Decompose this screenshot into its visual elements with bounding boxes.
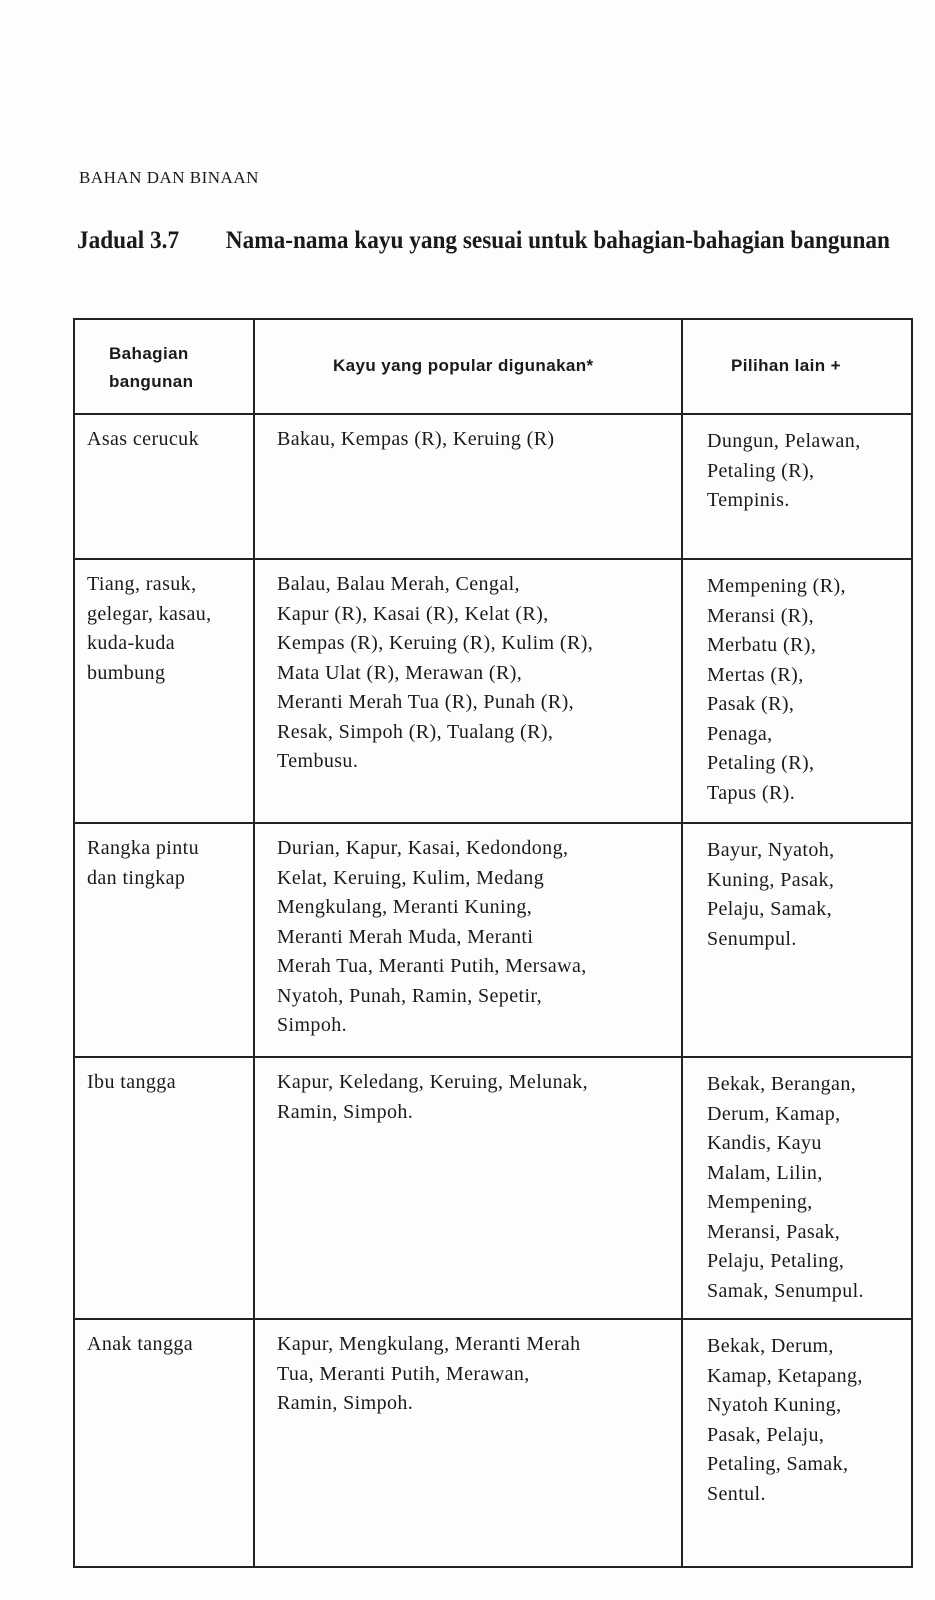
header-part: Bahagian bangunan bbox=[75, 320, 255, 413]
table-row bbox=[75, 415, 911, 560]
table-row bbox=[75, 1058, 911, 1320]
table-row bbox=[75, 1320, 911, 1566]
running-header: BAHAN DAN BINAAN bbox=[79, 168, 259, 187]
row-alternatives: Dungun, Pelawan, Petaling (R), Tempinis. bbox=[707, 430, 861, 511]
row-popular: Durian, Kapur, Kasai, Kedondong, Kelat, Keruing, Kulim, Medang Mengkulang, Meranti Kuning, Meranti Merah Muda, Meranti Merah Tua, Meranti Putih, Mersawa, Nyatoh, Punah, Ramin, Sepetir, Simpoh. bbox=[255, 824, 683, 1056]
table-number: Jadual 3.7 bbox=[77, 227, 180, 254]
table-row bbox=[75, 560, 911, 824]
row-popular: Kapur, Mengkulang, Meranti Merah Tua, Meranti Putih, Merawan, Ramin, Simpoh. bbox=[255, 1320, 683, 1566]
table-header-row bbox=[75, 320, 911, 415]
row-part: Tiang, rasuk, gelegar, kasau, kuda-kuda bumbung bbox=[75, 560, 255, 822]
header-popular: Kayu yang popular digunakan* bbox=[255, 320, 683, 413]
row-alternatives: Bayur, Nyatoh, Kuning, Pasak, Pelaju, Samak, Senumpul. bbox=[707, 839, 835, 950]
row-part: Ibu tangga bbox=[75, 1058, 255, 1318]
row-popular: Kapur, Keledang, Keruing, Melunak, Ramin, Simpoh. bbox=[255, 1058, 683, 1318]
row-alternatives: Mempening (R), Meransi (R), Merbatu (R), Mertas (R), Pasak (R), Penaga, Petaling (R), Tapus (R). bbox=[707, 575, 846, 804]
table-row bbox=[75, 824, 911, 1058]
header-alternatives: Pilihan lain + bbox=[731, 356, 841, 375]
row-part: Anak tangga bbox=[75, 1320, 255, 1566]
row-popular: Bakau, Kempas (R), Keruing (R) bbox=[255, 415, 683, 558]
row-part: Asas cerucuk bbox=[75, 415, 255, 558]
row-alternatives: Bekak, Berangan, Derum, Kamap, Kandis, Kayu Malam, Lilin, Mempening, Meransi, Pasak, Pelaju, Petaling, Samak, Senumpul. bbox=[707, 1073, 864, 1302]
table-title: Nama-nama kayu yang sesuai untuk bahagian-bahagian bangunan bbox=[225, 227, 890, 254]
timber-table bbox=[73, 318, 913, 1568]
row-popular: Balau, Balau Merah, Cengal, Kapur (R), Kasai (R), Kelat (R), Kempas (R), Keruing (R), Kulim (R), Mata Ulat (R), Merawan (R), Meranti Merah Tua (R), Punah (R), Resak, Simpoh (R), Tualang (R), Tembusu. bbox=[255, 560, 683, 822]
row-alternatives: Bekak, Derum, Kamap, Ketapang, Nyatoh Kuning, Pasak, Pelaju, Petaling, Samak, Sentul. bbox=[707, 1335, 863, 1505]
row-part: Rangka pintu dan tingkap bbox=[75, 824, 255, 1056]
